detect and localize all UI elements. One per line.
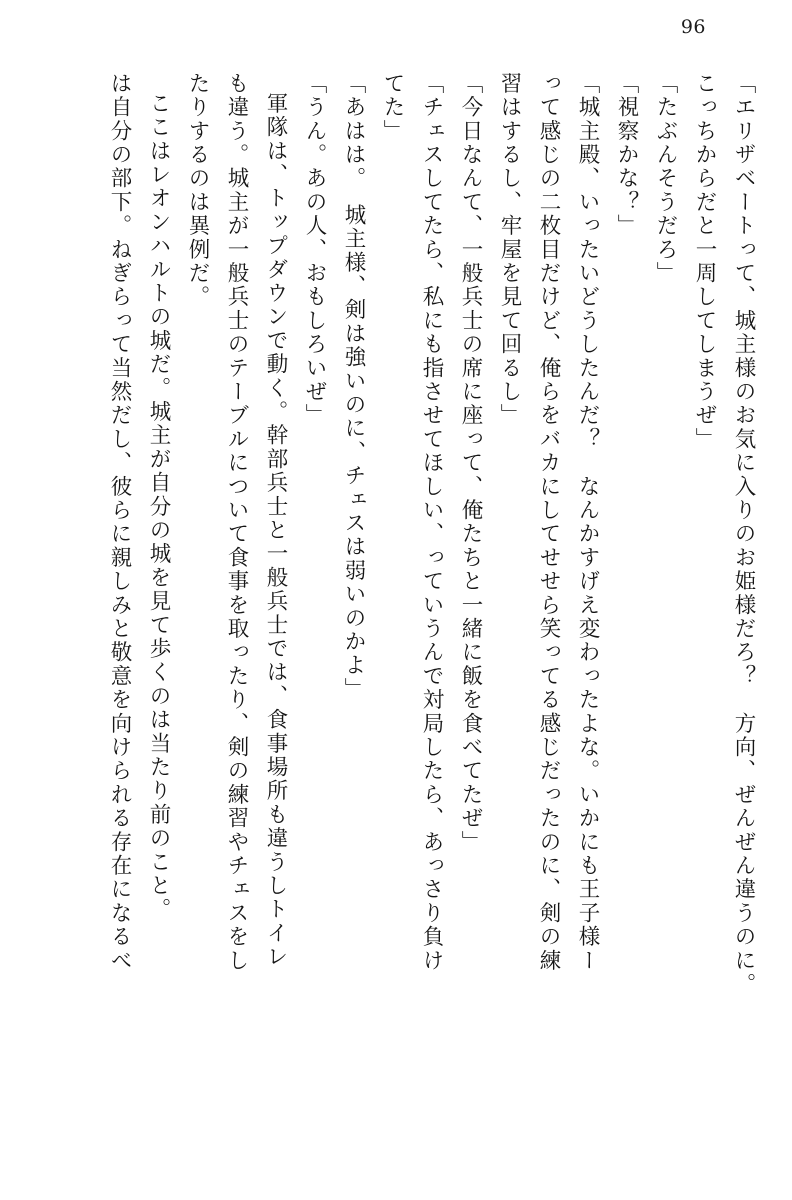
text-line: こっちからだと一周してしまうぜ」 — [692, 72, 717, 452]
text-line: 「チェスしてたら、私にも指させてほしい、っていうんで対局したら、あっさり負け — [419, 72, 444, 973]
vertical-text-body — [40, 72, 754, 1172]
text-line: 「視察かな？」 — [614, 72, 639, 238]
text-line: 「今日なんて、一般兵士の席に座って、俺たちと一緒に飯を食べてたぜ」 — [458, 72, 483, 855]
text-line: てた」 — [380, 72, 405, 144]
text-line: 「たぶんそうだろ」 — [653, 72, 678, 286]
text-line: って感じの二枚目だけど、俺らをバカにしてせせら笑ってる感じだったのに、剣の練 — [536, 72, 561, 973]
text-line: たりするのは異例だ。 — [185, 72, 210, 309]
text-line: 「エリザベートって、城主様のお気に入りのお姫様だろ？ 方向、ぜんぜん違うのに。 — [731, 72, 756, 997]
text-line: は自分の部下。ねぎらって当然だし、彼らに親しみと敬意を向けられる存在になるべ — [107, 72, 132, 973]
text-line: 習はするし、牢屋を見て回るし」 — [497, 72, 522, 428]
text-line: 「あはは。 城主様、剣は強いのに、チェスは弱いのかよ」 — [341, 72, 366, 702]
text-line: も違う。城主が一般兵士のテーブルについて食事を取ったり、剣の練習やチェスをし — [224, 72, 249, 973]
text-line: 「城主殿、いったいどうしたんだ？ なんかすげえ変わったよな。いかにも王子様ー — [575, 72, 600, 973]
text-line: ここはレオンハルトの城だ。城主が自分の城を見て歩くのは当たり前のこと。 — [146, 92, 171, 922]
text-line: 「うん。あの人、おもしろいぜ」 — [302, 72, 327, 428]
text-line: 軍隊は、トップダウンで動く。幹部兵士と一般兵士では、食事場所も違うしトイレ — [263, 92, 288, 969]
page-number: 96 — [680, 16, 706, 38]
